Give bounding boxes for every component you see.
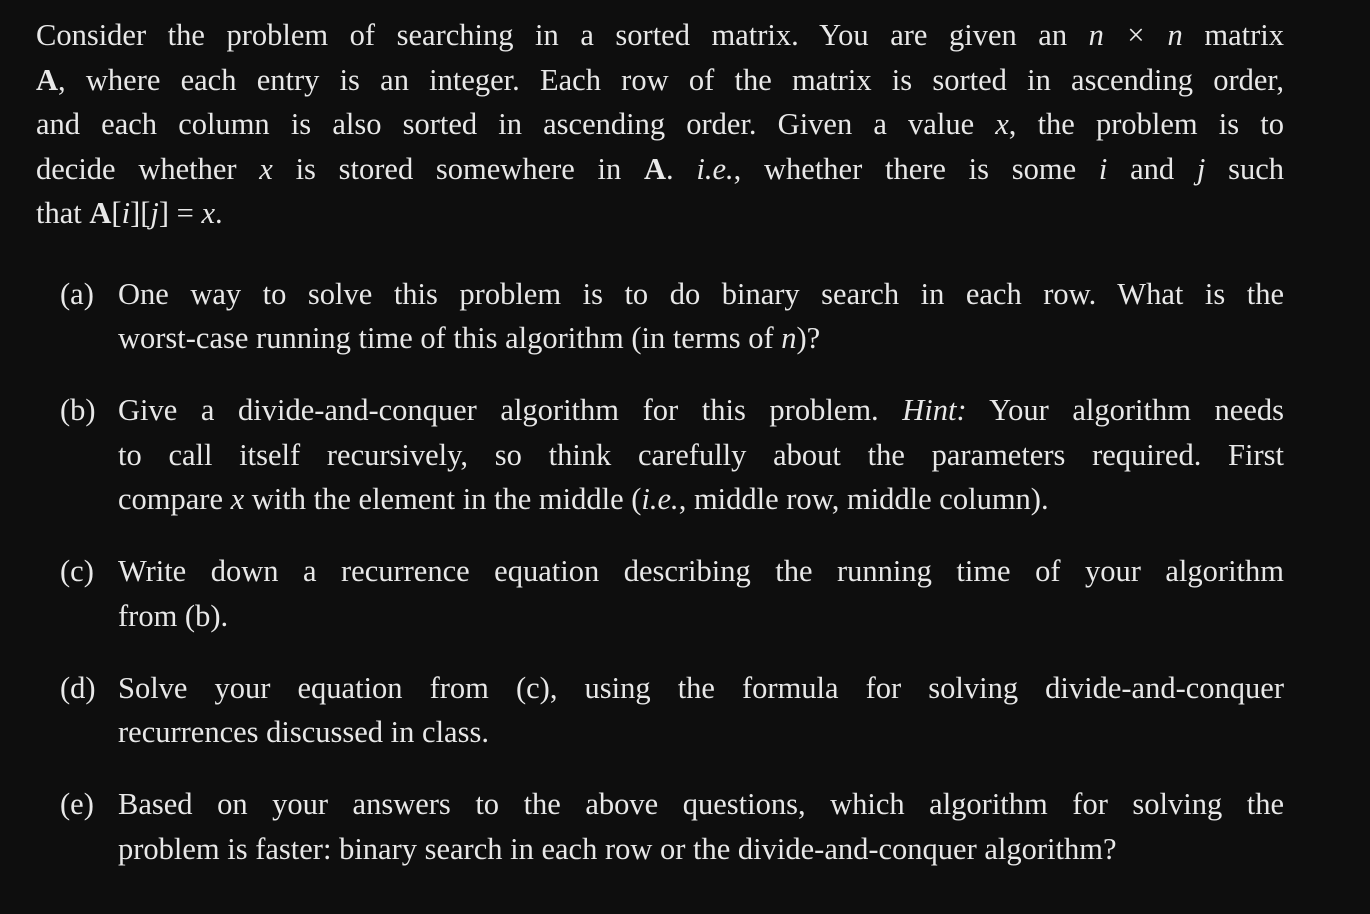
text-segment: Solve your equation from (c), using the formula for solving divide-and-conquer: [118, 670, 1284, 705]
text-segment: that: [36, 196, 90, 230]
bold-symbol: A: [89, 196, 112, 230]
text-segment: worst-case running time of this algorithm (in terms of: [118, 321, 782, 355]
subquestion-b: [36, 388, 1284, 522]
text-segment: such: [1205, 151, 1284, 186]
text-segment: , whether there is some: [733, 151, 1099, 186]
text-segment: to call itself recursively, so think carefully about the parameters required. First: [118, 437, 1284, 472]
math-or-emphasis: j: [1196, 151, 1206, 186]
text-segment: [: [111, 196, 122, 230]
text-line: [36, 13, 1284, 58]
text-line: [36, 191, 1284, 236]
math-or-emphasis: i.e.: [696, 151, 734, 186]
text-segment: , where each entry is an integer. Each row of the matrix is sorted in ascending order,: [58, 62, 1284, 97]
text-segment: Give a divide-and-conquer algorithm for this problem.: [118, 393, 903, 427]
text-segment: from (b).: [118, 598, 229, 633]
text-segment: .: [215, 196, 223, 230]
math-or-emphasis: n: [781, 321, 797, 355]
text-line: [118, 316, 1284, 361]
subquestion-c: [36, 549, 1284, 638]
text-segment: problem is faster: binary search in each row or the divide-and-conquer algorithm?: [118, 831, 1117, 866]
text-segment: ] =: [158, 196, 202, 230]
text-segment: is stored somewhere in: [272, 151, 644, 186]
text-line: [118, 272, 1284, 317]
math-or-emphasis: x: [201, 196, 216, 230]
subquestion-label: (b): [60, 393, 96, 427]
subquestion-list: [36, 272, 1284, 872]
subquestion-label: (a): [60, 276, 94, 311]
text-segment: , the problem is to: [1008, 107, 1284, 141]
text-line: [118, 549, 1284, 594]
bold-symbol: A: [644, 151, 667, 186]
text-line: [118, 710, 1284, 755]
text-segment: Your algorithm needs: [966, 393, 1284, 427]
text-segment: Write down a recurrence equation describing the running time of your algorithm: [118, 554, 1284, 588]
text-segment: Consider the problem of searching in a sorted matrix. You are given an: [36, 18, 1089, 52]
text-segment: matrix: [1182, 18, 1284, 52]
text-line: [118, 782, 1284, 827]
text-segment: )?: [796, 321, 821, 355]
math-or-emphasis: j: [150, 196, 159, 230]
math-or-emphasis: i.e.: [641, 482, 679, 516]
subquestion-label: (e): [60, 787, 94, 821]
text-segment: decide whether: [36, 151, 260, 186]
text-line: [118, 477, 1284, 522]
subquestion-a: [36, 272, 1284, 361]
text-line: [36, 147, 1284, 192]
text-line: [118, 388, 1284, 433]
text-segment: .: [666, 151, 697, 186]
text-segment: and each column is also sorted in ascending order. Given a value: [36, 107, 996, 141]
text-line: [36, 102, 1284, 147]
text-segment: compare: [118, 482, 231, 516]
text-line: [118, 594, 1284, 639]
math-or-emphasis: x: [995, 107, 1009, 141]
text-segment: Based on your answers to the above questions, which algorithm for solving the: [118, 787, 1284, 821]
subquestion-e: [36, 782, 1284, 871]
text-line: [118, 666, 1284, 711]
text-line: [118, 433, 1284, 478]
bold-symbol: A: [36, 62, 59, 97]
math-or-emphasis: i: [1098, 151, 1108, 186]
subquestion-d: [36, 666, 1284, 755]
text-line: [118, 827, 1284, 872]
subquestion-label: (c): [60, 554, 94, 588]
text-segment: One way to solve this problem is to do binary search in each row. What is the: [118, 276, 1284, 311]
math-or-emphasis: Hint:: [902, 393, 967, 427]
math-or-emphasis: i: [121, 196, 131, 230]
text-line: [36, 58, 1284, 103]
math-or-emphasis: x: [230, 482, 245, 516]
text-segment: and: [1107, 151, 1197, 186]
problem-statement: [36, 13, 1284, 236]
text-segment: ][: [130, 196, 151, 230]
math-or-emphasis: n × n: [1088, 18, 1183, 52]
subquestion-label: (d): [60, 670, 96, 705]
text-segment: , middle row, middle column).: [678, 482, 1049, 516]
math-or-emphasis: x: [259, 151, 273, 186]
text-segment: with the element in the middle (: [244, 482, 642, 516]
text-segment: recurrences discussed in class.: [118, 715, 489, 749]
problem-document: [36, 13, 1284, 871]
